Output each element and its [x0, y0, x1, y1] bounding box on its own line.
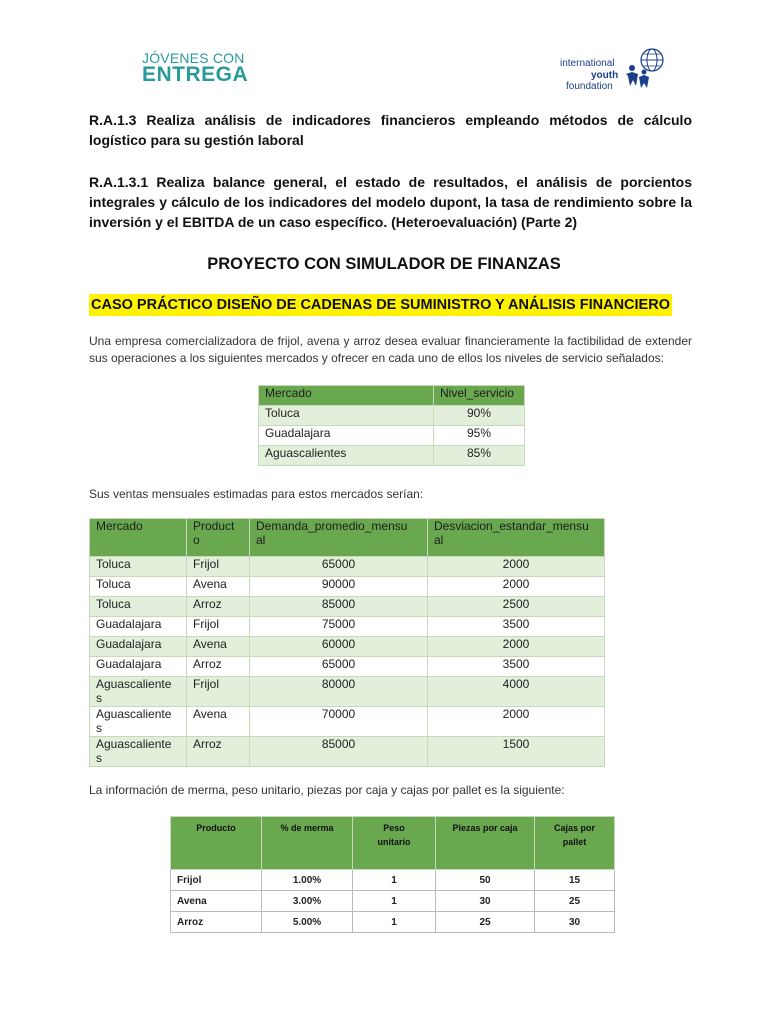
- product-cell: Avena: [187, 707, 250, 737]
- column-header: Producto: [171, 817, 262, 870]
- column-header: Piezas por caja: [436, 817, 535, 870]
- boxes-cell: 15: [535, 870, 615, 891]
- table-row: [90, 657, 605, 677]
- table-row: [171, 891, 615, 912]
- std-dev-cell: 2000: [428, 637, 605, 657]
- table-row: [90, 557, 605, 577]
- merma-cell: 1.00%: [262, 870, 353, 891]
- market-cell: Aguascalientes: [259, 446, 434, 466]
- product-cell: Avena: [187, 577, 250, 597]
- table-row: [171, 870, 615, 891]
- product-cell: Frijol: [187, 677, 250, 707]
- column-header: Demanda_promedio_mensu al: [250, 519, 428, 557]
- table-row: [90, 617, 605, 637]
- market-cell: Guadalajara: [90, 637, 187, 657]
- table-row: [90, 637, 605, 657]
- boxes-cell: 25: [535, 891, 615, 912]
- market-cell: Guadalajara: [90, 617, 187, 637]
- product-cell: Frijol: [187, 557, 250, 577]
- market-cell: Guadalajara: [90, 657, 187, 677]
- demand-cell: 90000: [250, 577, 428, 597]
- market-cell: Guadalajara: [259, 426, 434, 446]
- std-dev-cell: 2000: [428, 707, 605, 737]
- pieces-cell: 25: [436, 912, 535, 933]
- sales-intro: Sus ventas mensuales estimadas para estos mercados serían:: [89, 487, 424, 501]
- demand-cell: 85000: [250, 597, 428, 617]
- table-header-row: [259, 386, 525, 406]
- column-header: Product o: [187, 519, 250, 557]
- learning-outcome-1: R.A.1.3 Realiza análisis de indicadores financieros empleando métodos de cálculo logístico para su gestión laboral: [89, 112, 692, 148]
- demand-cell: 65000: [250, 657, 428, 677]
- table-row: [259, 406, 525, 426]
- market-cell: Toluca: [90, 597, 187, 617]
- merma-cell: 3.00%: [262, 891, 353, 912]
- market-cell: Toluca: [259, 406, 434, 426]
- pieces-cell: 50: [436, 870, 535, 891]
- globe-people-icon: [622, 46, 668, 92]
- product-cell: Arroz: [187, 597, 250, 617]
- table-header-row: [171, 817, 615, 870]
- merma-cell: 5.00%: [262, 912, 353, 933]
- merma-intro: La información de merma, peso unitario, piezas por caja y cajas por pallet es la siguiente:: [89, 783, 565, 797]
- merma-table: [170, 816, 615, 933]
- service-level-cell: 85%: [434, 446, 525, 466]
- sales-table: [89, 518, 605, 767]
- std-dev-cell: 1500: [428, 737, 605, 767]
- logo-left-line1: JÓVENES CON: [142, 50, 245, 66]
- std-dev-cell: 3500: [428, 657, 605, 677]
- column-header: Cajas por pallet: [535, 817, 615, 870]
- demand-cell: 80000: [250, 677, 428, 707]
- pieces-cell: 30: [436, 891, 535, 912]
- market-cell: Aguascaliente s: [90, 737, 187, 767]
- product-cell: Arroz: [187, 657, 250, 677]
- column-header: Desviacion_estandar_mensu al: [428, 519, 605, 557]
- std-dev-cell: 2500: [428, 597, 605, 617]
- market-cell: Aguascaliente s: [90, 677, 187, 707]
- std-dev-cell: 2000: [428, 557, 605, 577]
- market-cell: Toluca: [90, 557, 187, 577]
- international-youth-foundation-logo: [560, 46, 672, 94]
- weight-cell: 1: [353, 912, 436, 933]
- table-row: [259, 426, 525, 446]
- product-cell: Avena: [187, 637, 250, 657]
- table-row: [90, 707, 605, 737]
- intro-paragraph: Una empresa comercializadora de frijol, avena y arroz desea evaluar financieramente la factibilidad de extender sus operaciones a los siguientes mercados y ofrecer en cada uno de ellos los niveles de servicio señalados:: [89, 334, 692, 365]
- logo-right-line1: international: [560, 58, 615, 69]
- market-cell: Toluca: [90, 577, 187, 597]
- page-title: PROYECTO CON SIMULADOR DE FINANZAS: [207, 255, 561, 273]
- boxes-cell: 30: [535, 912, 615, 933]
- demand-cell: 85000: [250, 737, 428, 767]
- column-header: Nivel_servicio: [434, 386, 525, 406]
- demand-cell: 75000: [250, 617, 428, 637]
- std-dev-cell: 2000: [428, 577, 605, 597]
- std-dev-cell: 3500: [428, 617, 605, 637]
- table-row: [90, 737, 605, 767]
- weight-cell: 1: [353, 891, 436, 912]
- jovenes-con-entrega-logo: [142, 50, 248, 87]
- logo-right-line2: youth: [591, 70, 619, 81]
- demand-cell: 60000: [250, 637, 428, 657]
- column-header: Peso unitario: [353, 817, 436, 870]
- std-dev-cell: 4000: [428, 677, 605, 707]
- market-cell: Aguascaliente s: [90, 707, 187, 737]
- product-cell: Frijol: [171, 870, 262, 891]
- learning-outcome-2: R.A.1.3.1 Realiza balance general, el estado de resultados, el análisis de porcientos integrales y cálculo de los indicadores del modelo dupont, la tasa de rendimiento sobre la inversión y el EBITDA de un caso específico. (Heteroevaluación) (Parte 2): [89, 174, 692, 230]
- service-level-cell: 95%: [434, 426, 525, 446]
- table-header-row: [90, 519, 605, 557]
- column-header: Mercado: [90, 519, 187, 557]
- product-cell: Arroz: [171, 912, 262, 933]
- product-cell: Arroz: [187, 737, 250, 767]
- table-row: [90, 677, 605, 707]
- column-header: Mercado: [259, 386, 434, 406]
- logo-right-line3: foundation: [566, 81, 613, 92]
- logo-left-line2: ENTREGA: [142, 63, 249, 86]
- weight-cell: 1: [353, 870, 436, 891]
- column-header: % de merma: [262, 817, 353, 870]
- product-cell: Avena: [171, 891, 262, 912]
- table-row: [90, 597, 605, 617]
- demand-cell: 65000: [250, 557, 428, 577]
- table-row: [171, 912, 615, 933]
- product-cell: Frijol: [187, 617, 250, 637]
- table-row: [259, 446, 525, 466]
- case-title: CASO PRÁCTICO DISEÑO DE CADENAS DE SUMINISTRO Y ANÁLISIS FINANCIERO: [89, 294, 672, 316]
- service-level-table: [258, 385, 525, 466]
- service-level-cell: 90%: [434, 406, 525, 426]
- table-row: [90, 577, 605, 597]
- demand-cell: 70000: [250, 707, 428, 737]
